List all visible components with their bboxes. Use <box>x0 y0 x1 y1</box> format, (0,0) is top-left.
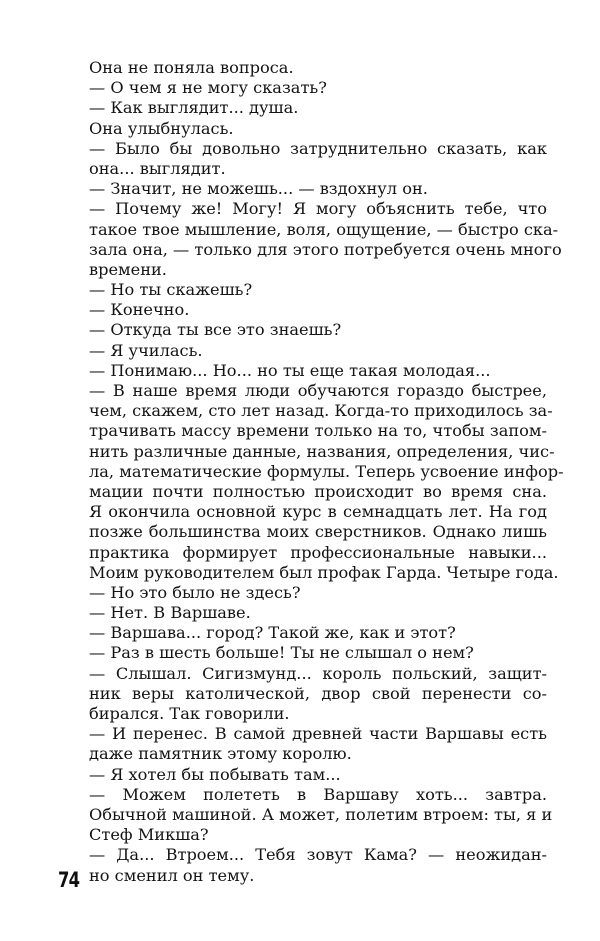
text-line: она... выглядит. <box>89 158 226 178</box>
page-body-text <box>89 58 564 886</box>
text-line: Стеф Микша? <box>89 825 209 845</box>
text-line: позже большинства моих сверстников. Однако лишь <box>89 522 547 542</box>
text-line: — Как выглядит... душа. <box>89 98 299 118</box>
text-line: — Почему же! Могу! Я могу объяснить тебе, что <box>89 199 547 219</box>
text-line: — Варшава... город? Такой же, как и этот? <box>89 623 456 643</box>
text-line: — Но ты скажешь? <box>89 280 253 300</box>
text-line: такое твое мышление, воля, ощущение, — быстро ска- <box>89 219 559 239</box>
text-line: — Да... Втроем... Тебя зовут Кама? — неожидан- <box>89 845 547 865</box>
text-line: — Я хотел бы побывать там... <box>89 764 341 784</box>
text-line: времени. <box>89 259 167 279</box>
text-line: Я окончила основной курс в семнадцать лет. На год <box>89 502 547 522</box>
text-line: бирался. Так говорили. <box>89 704 290 723</box>
text-line: — Понимаю... Но... но ты еще такая молодая... <box>89 360 491 380</box>
text-line: практика формирует профессиональные навыки... <box>89 542 547 562</box>
text-line: — О чем я не могу сказать? <box>89 78 327 98</box>
text-line: даже памятник этому королю. <box>89 744 352 764</box>
text-line: зала она, — только для этого потребуется очень много <box>89 239 562 259</box>
text-line: трачивать массу времени только на то, чтобы запом- <box>89 421 547 441</box>
text-line: Моим руководителем был профак Гарда. Четыре года. <box>89 562 559 582</box>
text-line: — Конечно. <box>89 300 190 320</box>
text-line: Обычной машиной. А может, полетим втроем: ты, я и <box>89 804 553 824</box>
text-line: — В наше время люди обучаются гораздо быстрее, <box>89 381 547 400</box>
text-line: — Было бы довольно затруднительно сказать, как <box>89 138 547 158</box>
text-line: — Слышал. Сигизмунд... король польский, защит- <box>89 663 547 683</box>
text-line: чем, скажем, сто лет назад. Когда-то приходилось за- <box>89 401 553 421</box>
text-line: нить различные данные, названия, определения, чис- <box>89 441 555 461</box>
text-line: мации почти полностью происходит во время сна. <box>89 481 547 501</box>
text-line: — Я училась. <box>89 340 203 360</box>
text-line: — Нет. В Варшаве. <box>89 603 251 623</box>
text-line: — Откуда ты все это знаешь? <box>89 320 342 340</box>
text-line: ник веры католической, двор свой перенести со- <box>89 683 547 703</box>
text-line: Она улыбнулась. <box>89 118 234 138</box>
text-line: — Можем полететь в Варшаву хоть... завтра. <box>89 784 547 804</box>
page-number: 74 <box>58 868 80 892</box>
text-line: ла, математические формулы. Теперь усвоение инфор- <box>89 461 564 481</box>
text-line: — И перенес. В самой древней части Варшавы есть <box>89 724 547 744</box>
text-line: — Значит, не можешь... — вздохнул он. <box>89 179 428 199</box>
text-line: — Раз в шесть больше! Ты не слышал о нем? <box>89 643 474 663</box>
text-line: Она не поняла вопроса. <box>89 58 294 77</box>
text-line: — Но это было не здесь? <box>89 582 301 602</box>
text-line: но сменил он тему. <box>89 865 255 885</box>
